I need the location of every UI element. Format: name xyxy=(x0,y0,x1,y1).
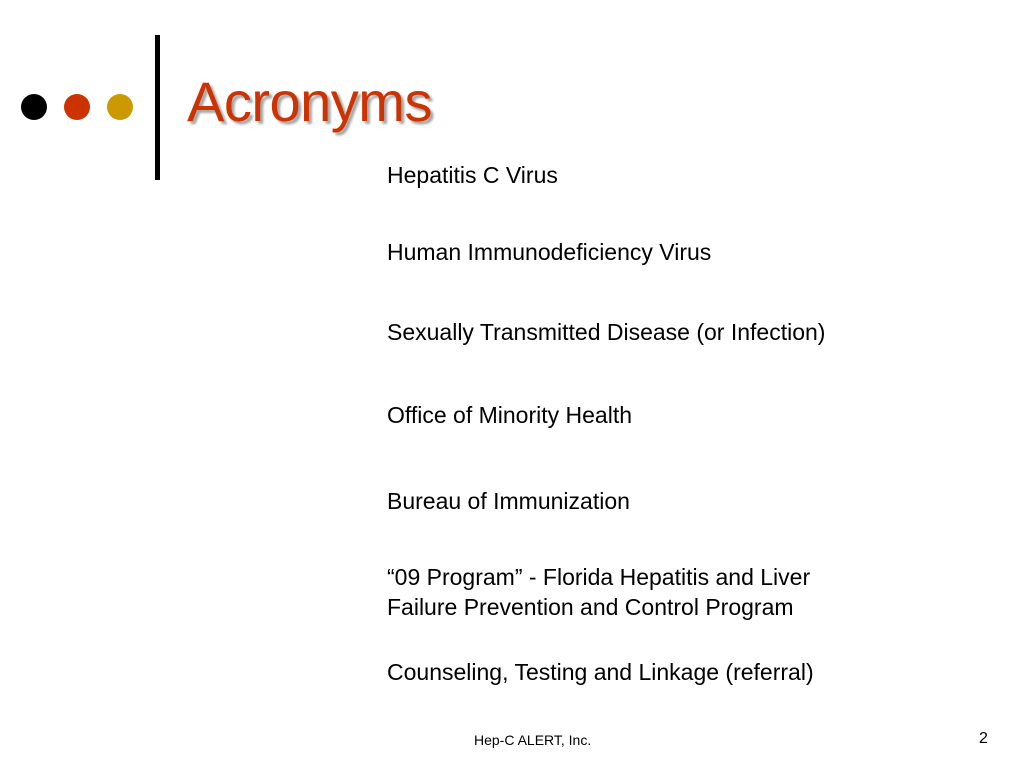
definition-std: Sexually Transmitted Disease (or Infection) xyxy=(387,319,826,345)
definition-hcv: Hepatitis C Virus xyxy=(387,162,558,188)
slide-title: Acronyms xyxy=(187,70,432,133)
title-divider xyxy=(155,35,160,180)
gold-dot-icon xyxy=(107,94,133,120)
definition-boi: Bureau of Immunization xyxy=(387,488,630,514)
definition-ctl: Counseling, Testing and Linkage (referral) xyxy=(387,659,814,685)
page-number: 2 xyxy=(979,730,988,747)
definition-omh: Office of Minority Health xyxy=(387,402,633,428)
black-dot-icon xyxy=(21,94,47,120)
red-dot-icon xyxy=(64,94,90,120)
slide-footer: Hep-C ALERT, Inc. xyxy=(474,732,592,748)
definition-hiv: Human Immunodeficiency Virus xyxy=(387,239,712,265)
definition-09-program: “09 Program” - Florida Hepatitis and Liver Failure Prevention and Control Program xyxy=(387,564,811,620)
